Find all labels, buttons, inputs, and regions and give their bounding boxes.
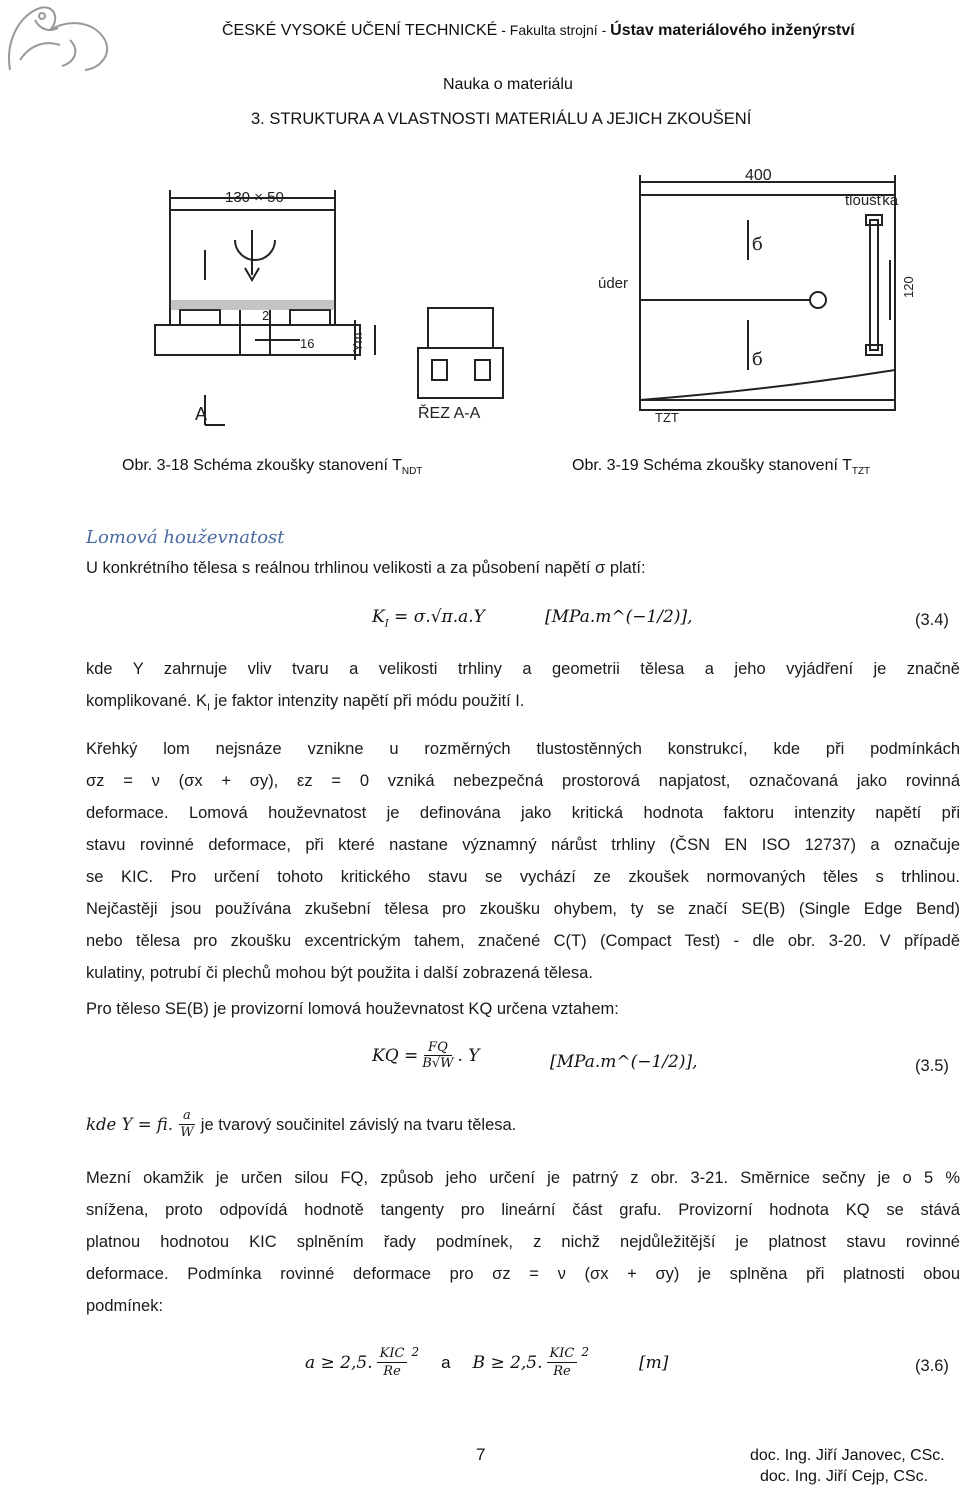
intro-text: U konkrétního tělesa s reálnou trhlinou velikosti a za působení napětí σ platí: [86,559,646,577]
eq-rest: = σ.√π.a.Y [388,607,485,627]
para1-line1: kde Y zahrnuje vliv tvaru a velikosti trhliny a geometrii tělesa a jeho vyjádření je značně [86,660,960,678]
kde-fraction [179,1108,195,1141]
section-heading: Lomová houževnatost [86,527,285,548]
equation-3-6 [305,1345,668,1380]
eq36-fraction-2 [547,1345,578,1380]
para2-line: Křehký lom nejsnáze vznikne u rozměrných tlustostěnných konstrukcí, kde při podmínkách [86,740,960,758]
section-label-a: A [195,404,208,424]
chapter-title: 3. STRUKTURA A VLASTNOSTI MATERIÁLU A JEJICH ZKOUŠENÍ [251,110,752,128]
eq-k: K [372,607,385,627]
ctu-lion-logo [0,0,130,75]
label-120: 120 [901,276,916,298]
eq36-exp-1: 2 [411,1345,420,1359]
para1-line2 [86,685,524,724]
kde-suffix: je tvarový součinitel závislý na tvaru tělesa. [200,1115,517,1134]
figure-ndt-schematic [150,180,550,430]
eq36-units: [m] [638,1352,669,1373]
para1-line2-text: komplikované. K [86,692,208,710]
eq36-den-2: Re [553,1364,571,1379]
para2-line: Nejčastěji jsou používána zkušební tělesa pro zkoušku ohybem, ty se značí SE(B) (Single Edge Bend) [86,900,960,918]
equation-3-5-number: (3.5) [915,1057,949,1075]
equation-3-5 [372,1040,480,1071]
para4 [86,1162,960,1322]
eq36-num-2: KIC [547,1345,578,1363]
para2-line: se KIC. Pro určení tohoto kritického stavu se vychází ze zkoušek normovaných těles s trhlinou. [86,868,960,886]
label-2: 2 [262,308,270,323]
figure-tzt-schematic [570,160,940,440]
label-ym: Ym [350,332,365,352]
para4-line: deformace. Podmínka rovinné deformace pro σz = ν (σx + σy) je splněna při platnosti obou [86,1265,960,1283]
label-uder: úder [598,275,629,292]
kde-prefix: kde Y = fi. [86,1114,174,1134]
equation-3-4-units: [MPa.m^(−1/2)], [545,607,693,627]
eq36-den-1: Re [383,1364,401,1379]
eq35-lhs: KQ = [372,1045,419,1066]
eq35-num: FQ [424,1040,452,1056]
label-tzt: TZT [655,410,679,425]
para2-line: nebo tělesa pro zkoušku excentrickým tahem, značené C(T) (Compact Test) - dle obr. 3-20. V případě [86,932,960,950]
kde-line [86,1108,516,1141]
header-institution [222,22,855,40]
caption-sub: NDT [401,466,423,478]
author-1: doc. Ing. Jiří Janovec, CSc. [750,1447,945,1464]
logo [0,0,130,75]
faculty-name: - Fakulta strojní - [497,22,611,38]
department-name: Ústav materiálového inženýrství [610,22,855,39]
para4-line: podmínek: [86,1297,164,1315]
label-tloustka: tloušťka [845,192,899,209]
para1-line2-rest: je faktor intenzity napětí při módu použití I. [209,692,525,710]
label-sigma-top: б [752,234,763,255]
eq36-mid: B ≥ 2,5. [472,1352,543,1373]
page-number: 7 [476,1445,486,1464]
eq36-fraction-1 [377,1345,408,1380]
para2-line: kulatiny, potrubí či plechů mohou být použita i další zobrazená tělesa. [86,964,593,982]
dim-130x50: 130 × 50 [225,189,284,206]
equation-3-4-number: (3.4) [915,611,949,629]
eq36-num-1: KIC [377,1345,408,1363]
section-label-rez: ŘEZ A-A [418,405,481,422]
kde-den: W [180,1125,194,1140]
eq35-rest: . Y [457,1045,480,1066]
eq35-fraction [422,1040,453,1071]
equation-3-4 [372,607,485,629]
equation-3-5-units: [MPa.m^(−1/2)], [550,1052,698,1072]
para4-line: platnou hodnotou KIC splněním řady podmínek, z nichž nejdůležitější je platnost stavu rovinné [86,1233,960,1251]
label-sigma-bottom: б [752,349,763,370]
author-2: doc. Ing. Jiří Cejp, CSc. [760,1468,929,1485]
label-16: 16 [300,336,315,351]
para2 [86,733,960,989]
para1-line2-sub: I [207,702,210,714]
caption-fig-3-19 [572,457,870,477]
para2-line: σz = ν (σx + σy), εz = 0 vzniká nebezpečná prostorová napjatost, označovaná jako rovinná [86,772,960,790]
para2-line: stavu rovinné deformace, při které nastane významný nárůst trhliny (ČSN EN ISO 12737) a označuje [86,836,960,854]
caption-sub: TZT [851,466,871,478]
caption-text: Obr. 3-18 Schéma zkoušky stanovení T [122,457,402,474]
para2-line: deformace. Lomová houževnatost je definována jako kritická hodnota faktoru intenzity napětí při [86,804,960,822]
eq36-exp-2: 2 [581,1345,589,1359]
institution-name: ČESKÉ VYSOKÉ UČENÍ TECHNICKÉ [222,22,498,39]
eq-k-sub: I [384,618,389,630]
eq36-left: a ≥ 2,5. [305,1352,373,1373]
eq36-and: a [441,1352,451,1372]
eq35-den: B√W [422,1056,454,1071]
dim-400: 400 [745,167,772,184]
equation-3-6-number: (3.6) [915,1357,949,1375]
para3: Pro těleso SE(B) je provizorní lomová houževnatost KQ určena vztahem: [86,1000,619,1018]
course-title: Nauka o materiálu [443,76,573,93]
caption-text: Obr. 3-19 Schéma zkoušky stanovení T [572,457,852,474]
para4-line: Mezní okamžik je určen silou FQ, způsob jeho určení je patrný z obr. 3-21. Směrnice sečny je o 5 % [86,1169,960,1187]
kde-num: a [179,1108,195,1125]
para4-line: snížena, proto odpovídá hodnotě tangenty pro lineární část grafu. Provizorní hodnota KQ se stává [86,1201,960,1219]
caption-fig-3-18 [122,457,422,477]
